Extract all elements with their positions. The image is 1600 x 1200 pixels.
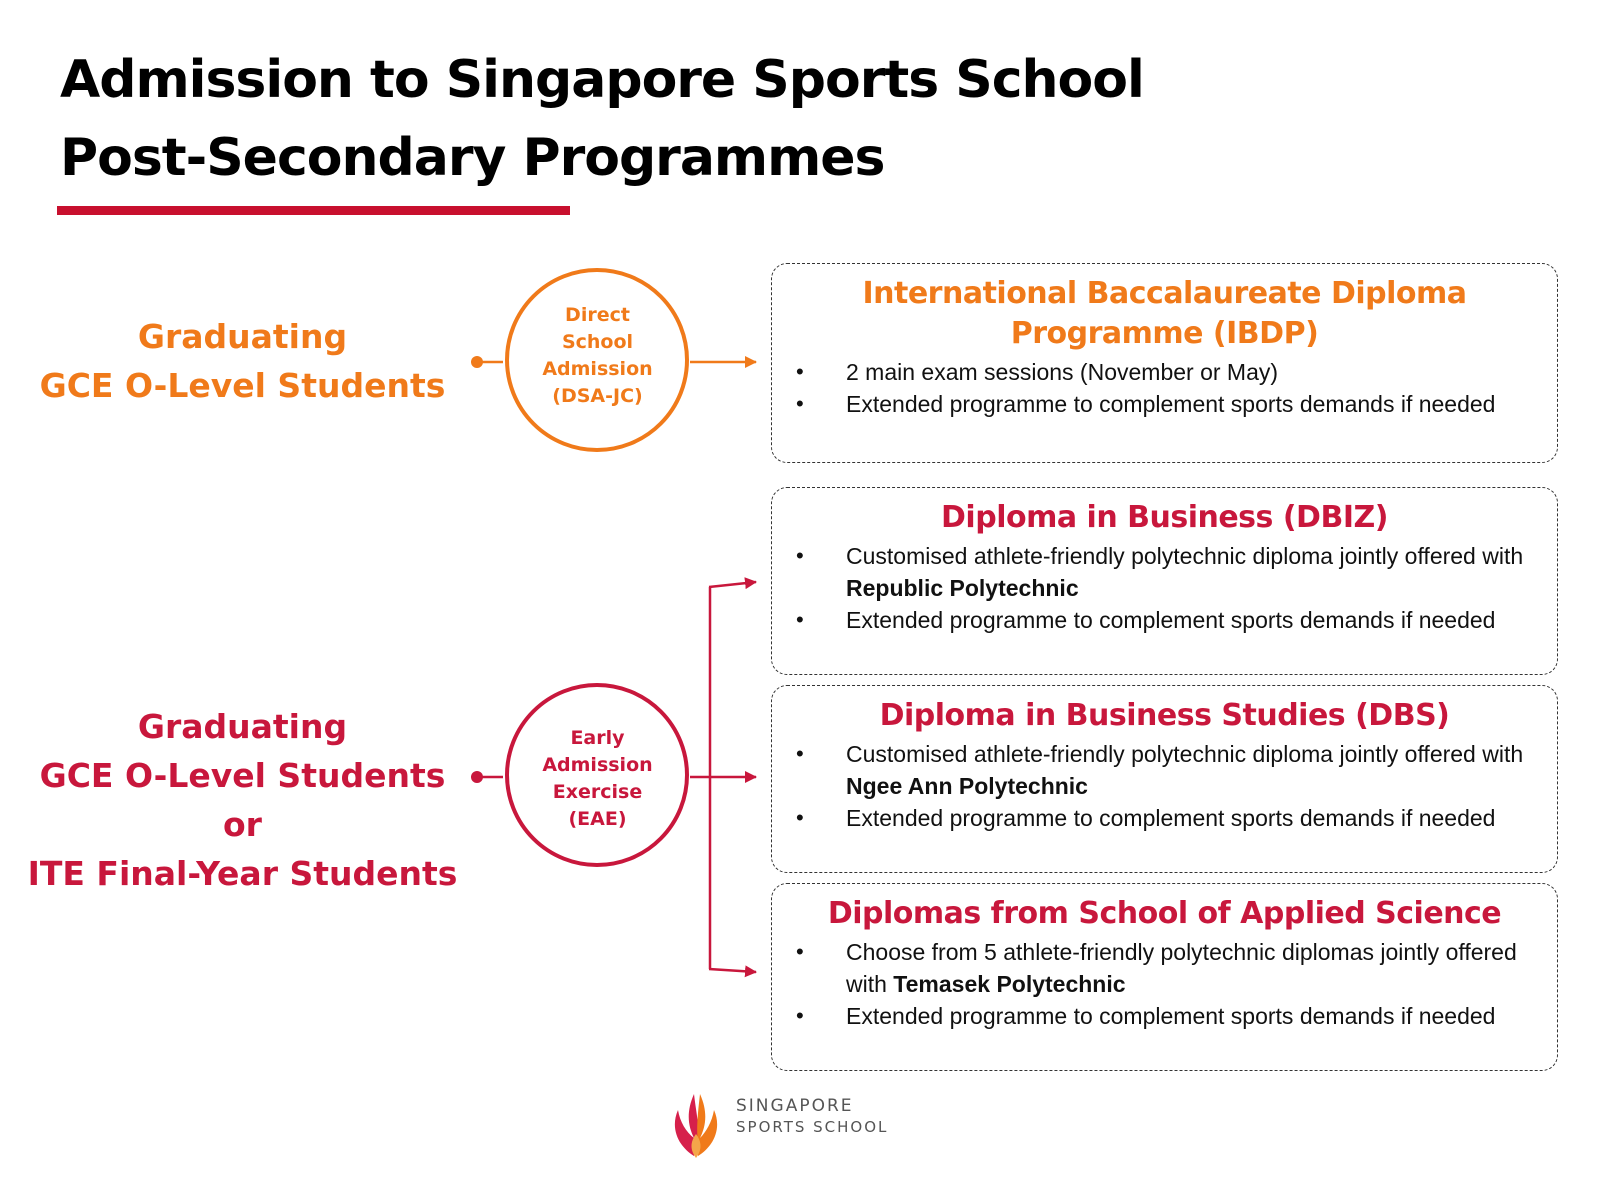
- bullet-item: [794, 388, 1535, 420]
- programme-bullets: [794, 738, 1535, 834]
- logo-text-line1: SINGAPORE: [736, 1096, 854, 1116]
- bullet-text: 2 main exam sessions (November or May): [846, 359, 1279, 385]
- route-label-dsa: [500, 302, 695, 410]
- source-line: GCE O-Level Students or: [39, 756, 446, 844]
- bullet-item: [794, 1000, 1535, 1032]
- programme-title: International Baccalaureate Diploma Programme (IBDP): [862, 276, 1467, 351]
- branch-top: [709, 582, 756, 587]
- bullet-text: Extended programme to complement sports demands if needed: [846, 805, 1496, 831]
- page-subtitle: Post-Secondary Programmes: [60, 128, 885, 188]
- route-line: (EAE): [568, 808, 627, 830]
- bullet-item: [794, 356, 1535, 388]
- bullet-text: Extended programme to complement sports demands if needed: [846, 1003, 1496, 1029]
- bullet-bold: Ngee Ann Polytechnic: [846, 773, 1088, 799]
- programme-bullets: [794, 540, 1535, 636]
- source-label-olevel-ite: [20, 702, 465, 898]
- bullet-item: [794, 738, 1535, 802]
- bullet-item: [794, 936, 1535, 1000]
- programme-bullets: [794, 356, 1535, 420]
- bullet-bold: Republic Polytechnic: [846, 575, 1079, 601]
- bullet-item: [794, 604, 1535, 636]
- route-label-eae: [500, 725, 695, 833]
- source-line: ITE Final-Year Students: [27, 854, 458, 893]
- branch-bottom: [709, 969, 756, 972]
- flame-wings-icon: [664, 1088, 728, 1160]
- programme-box-applied-science: [771, 883, 1558, 1071]
- bullet-text: Choose from 5 athlete-friendly polytechnic diplomas jointly offered with: [846, 939, 1517, 997]
- bullet-text: Customised athlete-friendly polytechnic diploma jointly offered with: [846, 543, 1524, 569]
- bullet-bold: Temasek Polytechnic: [893, 971, 1126, 997]
- route-line: (DSA-JC): [552, 385, 643, 407]
- route-line: Admission: [542, 754, 653, 776]
- school-logo: [664, 1088, 894, 1160]
- route-line: Direct: [565, 304, 630, 326]
- programme-bullets: [794, 936, 1535, 1032]
- programme-title: Diploma in Business Studies (DBS): [879, 698, 1450, 733]
- page-title: Admission to Singapore Sports School: [60, 50, 1144, 110]
- programme-box-ibdp: [771, 263, 1558, 463]
- source-label-olevel: [20, 312, 465, 410]
- bullet-item: [794, 802, 1535, 834]
- bullet-text: Extended programme to complement sports demands if needed: [846, 391, 1496, 417]
- bullet-text: Customised athlete-friendly polytechnic diploma jointly offered with: [846, 741, 1524, 767]
- programme-title: Diplomas from School of Applied Science: [827, 896, 1502, 931]
- programme-box-dbs: [771, 685, 1558, 873]
- source-line: Graduating: [137, 707, 348, 746]
- source-line: GCE O-Level Students: [39, 366, 446, 405]
- programme-box-dbiz: [771, 487, 1558, 675]
- route-line: Early: [570, 727, 625, 749]
- programme-title: Diploma in Business (DBIZ): [941, 500, 1388, 535]
- bullet-item: [794, 540, 1535, 604]
- route-line: School: [561, 331, 634, 353]
- source-line: Graduating: [137, 317, 348, 356]
- logo-text-line2: SPORTS SCHOOL: [736, 1118, 889, 1136]
- route-line: Exercise: [552, 781, 643, 803]
- route-line: Admission: [542, 358, 653, 380]
- bullet-text: Extended programme to complement sports demands if needed: [846, 607, 1496, 633]
